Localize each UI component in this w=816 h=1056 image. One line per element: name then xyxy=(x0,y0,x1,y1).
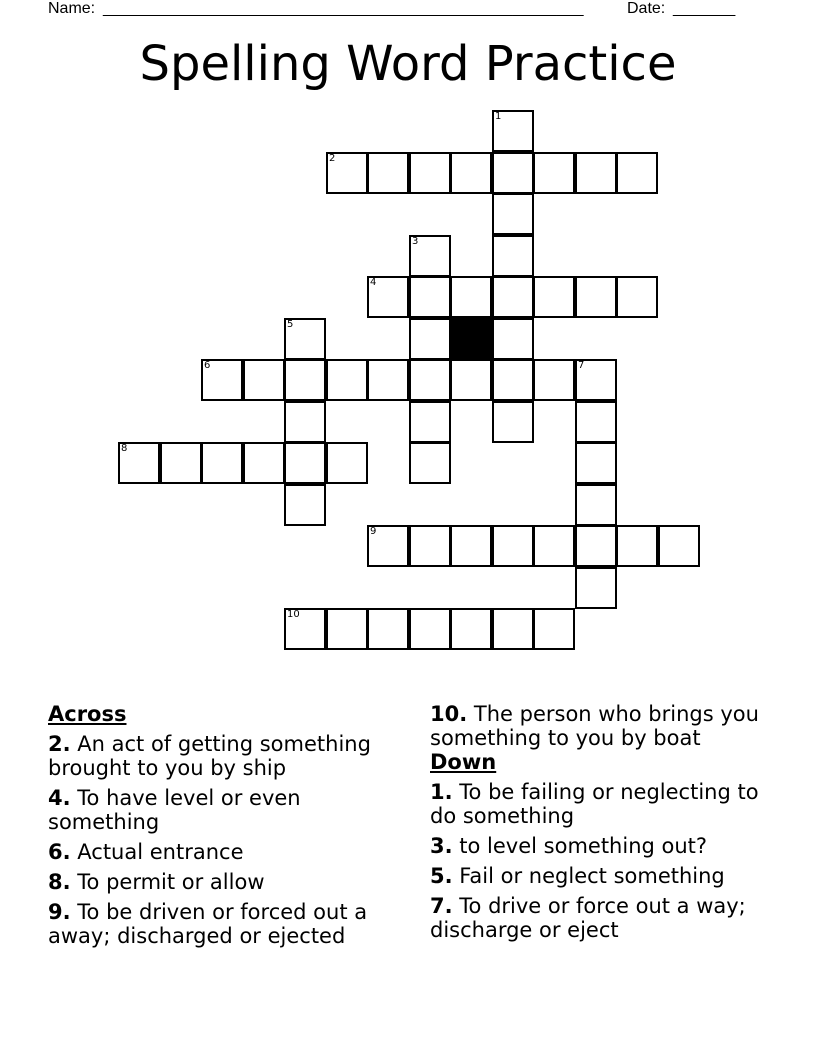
crossword-cell[interactable] xyxy=(284,608,326,650)
clue-number-label: 4 xyxy=(370,277,377,288)
crossword-cell[interactable] xyxy=(492,152,534,194)
crossword-cell[interactable] xyxy=(367,608,409,650)
clue-number: 4. xyxy=(48,786,71,810)
clue-text: Fail or neglect something xyxy=(459,864,725,888)
crossword-cell[interactable] xyxy=(450,608,492,650)
name-label: Name: xyxy=(48,0,96,17)
crossword-cell[interactable] xyxy=(533,276,575,318)
crossword-cell[interactable] xyxy=(409,401,451,443)
crossword-cell[interactable] xyxy=(575,525,617,567)
clue-number-label: 8 xyxy=(121,443,128,454)
crossword-cell[interactable] xyxy=(450,152,492,194)
crossword-cell[interactable] xyxy=(616,276,658,318)
crossword-cell[interactable] xyxy=(201,442,243,484)
across-clue xyxy=(430,702,768,750)
crossword-cell[interactable] xyxy=(409,276,451,318)
across-clue xyxy=(48,732,386,780)
down-clues xyxy=(430,750,768,942)
crossword-cell[interactable] xyxy=(160,442,202,484)
clue-number-label: 2 xyxy=(329,153,336,164)
crossword-cell[interactable] xyxy=(492,193,534,235)
crossword-cell[interactable] xyxy=(284,484,326,526)
crossword-cell[interactable] xyxy=(284,401,326,443)
crossword-cell[interactable] xyxy=(409,318,451,360)
crossword-cell[interactable] xyxy=(533,152,575,194)
crossword-cell[interactable] xyxy=(284,359,326,401)
across-clue xyxy=(48,870,386,894)
crossword-cell[interactable] xyxy=(409,608,451,650)
crossword-cell[interactable] xyxy=(409,359,451,401)
crossword-cell[interactable] xyxy=(243,442,285,484)
clue-number: 6. xyxy=(48,840,71,864)
crossword-cell[interactable] xyxy=(367,152,409,194)
clue-number: 9. xyxy=(48,900,71,924)
crossword-cell[interactable] xyxy=(243,359,285,401)
down-heading: Down xyxy=(430,750,497,774)
crossword-cell[interactable] xyxy=(616,525,658,567)
crossword-cell[interactable] xyxy=(326,359,368,401)
crossword-cell[interactable] xyxy=(492,359,534,401)
down-clue xyxy=(430,834,768,858)
clue-number-label: 10 xyxy=(287,609,300,620)
crossword-block-cell xyxy=(450,318,492,360)
clue-number: 10. xyxy=(430,702,468,726)
crossword-cell[interactable] xyxy=(492,525,534,567)
clue-number-label: 7 xyxy=(578,360,585,371)
clue-number: 1. xyxy=(430,780,453,804)
crossword-cell[interactable] xyxy=(492,276,534,318)
clue-number-label: 9 xyxy=(370,526,377,537)
clue-number-label: 3 xyxy=(412,236,419,247)
down-clue xyxy=(430,780,768,828)
date-label: Date: xyxy=(627,0,666,17)
across-heading: Across xyxy=(48,702,127,726)
crossword-cell[interactable] xyxy=(575,567,617,609)
crossword-cell[interactable] xyxy=(367,525,409,567)
clue-text: To permit or allow xyxy=(77,870,265,894)
crossword-cell[interactable] xyxy=(326,608,368,650)
crossword-cell[interactable] xyxy=(575,359,617,401)
crossword-cell[interactable] xyxy=(409,525,451,567)
across-clue xyxy=(48,786,386,834)
clue-number-label: 5 xyxy=(287,319,294,330)
crossword-cell[interactable] xyxy=(533,525,575,567)
clue-text: An act of getting something brought to you by ship xyxy=(48,732,371,780)
name-field[interactable]: ______________________________________________________ xyxy=(103,0,584,17)
crossword-cell[interactable] xyxy=(575,401,617,443)
crossword-cell[interactable] xyxy=(492,235,534,277)
crossword-cell[interactable] xyxy=(450,525,492,567)
crossword-cell[interactable] xyxy=(450,359,492,401)
crossword-cell[interactable] xyxy=(284,442,326,484)
crossword-cell[interactable] xyxy=(492,608,534,650)
crossword-cell[interactable] xyxy=(492,110,534,152)
crossword-cell[interactable] xyxy=(409,235,451,277)
crossword-cell[interactable] xyxy=(326,152,368,194)
down-clue xyxy=(430,894,768,942)
crossword-cell[interactable] xyxy=(575,442,617,484)
clue-number: 5. xyxy=(430,864,453,888)
crossword-cell[interactable] xyxy=(575,276,617,318)
crossword-cell[interactable] xyxy=(450,276,492,318)
clue-number-label: 1 xyxy=(495,111,502,122)
clues-section xyxy=(48,702,768,962)
crossword-cell[interactable] xyxy=(575,152,617,194)
crossword-cell[interactable] xyxy=(492,318,534,360)
clue-text: To be failing or neglecting to do something xyxy=(430,780,759,828)
clue-text: To have level or even something xyxy=(48,786,301,834)
date-field[interactable]: _______ xyxy=(673,0,736,17)
clue-number: 7. xyxy=(430,894,453,918)
crossword-cell[interactable] xyxy=(409,442,451,484)
crossword-cell[interactable] xyxy=(118,442,160,484)
crossword-cell[interactable] xyxy=(616,152,658,194)
clue-number: 3. xyxy=(430,834,453,858)
crossword-cell[interactable] xyxy=(658,525,700,567)
clue-text: The person who brings you something to you by boat xyxy=(430,702,759,750)
across-clue xyxy=(48,900,386,948)
page-title: Spelling Word Practice xyxy=(139,36,677,92)
clue-number-label: 6 xyxy=(204,360,211,371)
clue-text: To drive or force out a way; discharge or eject xyxy=(430,894,746,942)
crossword-cell[interactable] xyxy=(201,359,243,401)
down-clue xyxy=(430,864,768,888)
clue-text: To be driven or forced out a away; discharged or ejected xyxy=(48,900,368,948)
crossword-cell[interactable] xyxy=(533,359,575,401)
clue-text: Actual entrance xyxy=(77,840,244,864)
crossword-cell[interactable] xyxy=(284,318,326,360)
crossword-cell[interactable] xyxy=(367,276,409,318)
crossword-cell[interactable] xyxy=(367,359,409,401)
across-clue xyxy=(48,840,386,864)
crossword-cell[interactable] xyxy=(533,608,575,650)
clue-text: to level something out? xyxy=(459,834,708,858)
crossword-cell[interactable] xyxy=(326,442,368,484)
clue-number: 2. xyxy=(48,732,71,756)
crossword-cell[interactable] xyxy=(409,152,451,194)
crossword-cell[interactable] xyxy=(492,401,534,443)
clue-number: 8. xyxy=(48,870,71,894)
crossword-cell[interactable] xyxy=(575,484,617,526)
